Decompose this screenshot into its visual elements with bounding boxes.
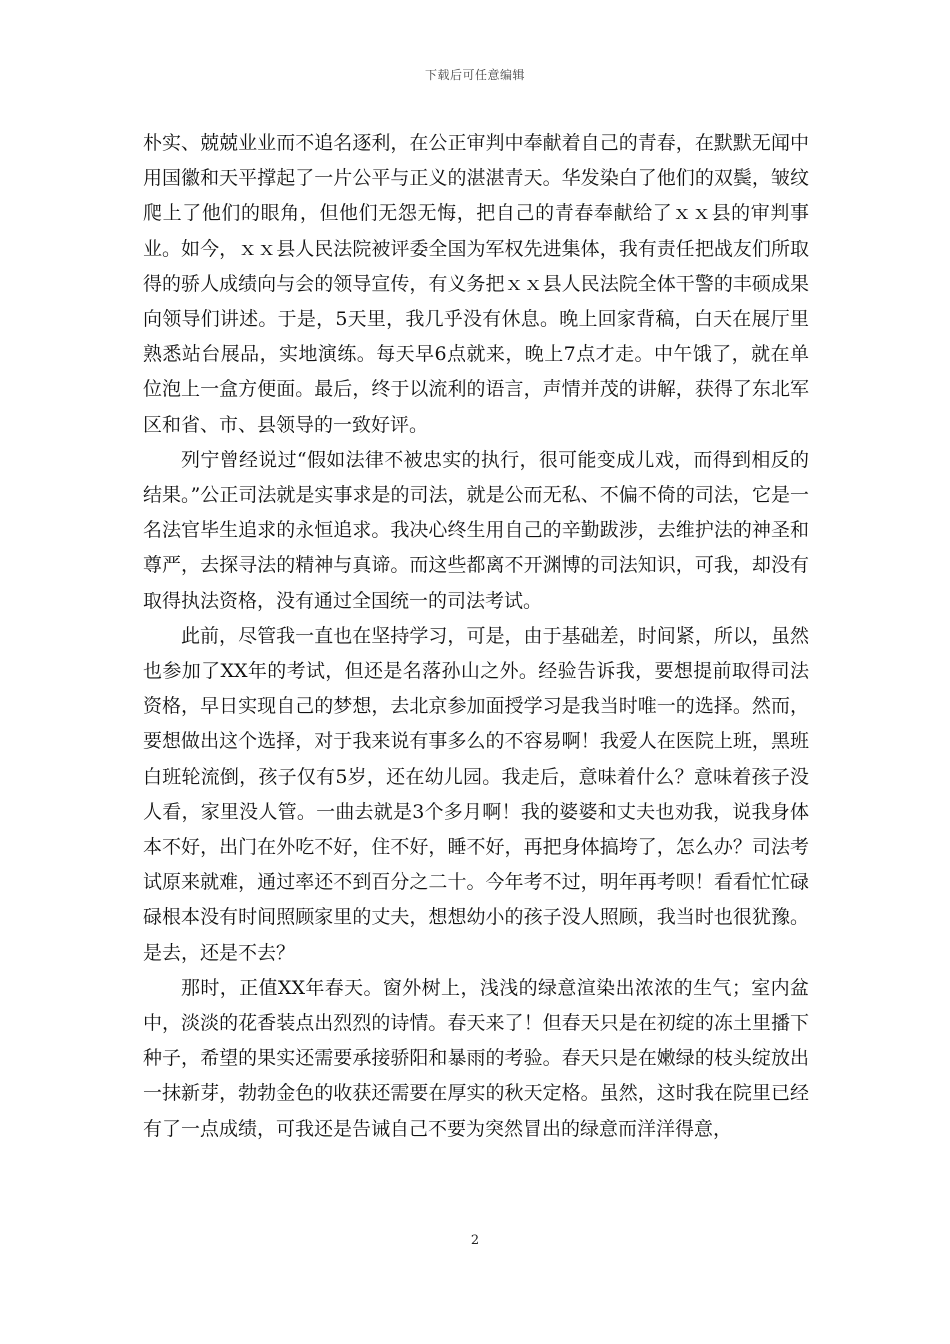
paragraph-1: 朴实、兢兢业业而不追名逐利，在公正审判中奉献着自己的青春，在默默无闻中用国徽和天平撑起了一片公平与正义的湛湛青天。华发染白了他们的双鬓，皱纹爬上了他们的眼角，但他们无怨无悔，把自己的青春奉献给了ｘｘ县的审判事业。如今，ｘｘ县人民法院被评委全国为军权先进集体，我有责任把战友们所取得的骄人成绩向与会的领导宣传，有义务把ｘｘ县人民法院全体干警的丰硕成果向领导们讲述。于是，5天里，我几乎没有休息。晚上回家背稿，白天在展厅里熟悉站台展品，实地演练。每天早6点就来，晚上7点才走。中午饿了，就在单位泡上一盒方便面。最后，终于以流利的语言，声情并茂的讲解，获得了东北军区和省、市、县领导的一致好评。 xyxy=(143,132,809,436)
page-number: 2 xyxy=(470,1233,480,1248)
paragraph-4: 那时，正值XX年春天。窗外树上，浅浅的绿意渲染出浓浓的生气；室内盆中，淡淡的花香装点出烈烈的诗情。春天来了！但春天只是在初绽的冻土里播下种子，希望的果实还需要承接骄阳和暴雨的考验。春天只是在嫩绿的枝头绽放出一抹新芽，勃勃金色的收获还需要在厚实的秋天定格。虽然，这时我在院里已经有了一点成绩，可我还是告诫自己不要为突然冒出的绿意而洋洋得意， xyxy=(143,976,809,1140)
document-body xyxy=(143,126,809,1147)
page-header: 下载后可任意编辑 xyxy=(424,68,525,82)
paragraph-3: 此前，尽管我一直也在坚持学习，可是，由于基础差，时间紧，所以，虽然也参加了XX年的考试，但还是名落孙山之外。经验告诉我，要想提前取得司法资格，早日实现自己的梦想，去北京参加面授学习是我当时唯一的选择。然而，要想做出这个选择，对于我来说有事多么的不容易啊！我爱人在医院上班，黑班白班轮流倒，孩子仅有5岁，还在幼儿园。我走后，意味着什么？意味着孩子没人看，家里没人管。一曲去就是3个多月啊！我的婆婆和丈夫也劝我，说我身体本不好，出门在外吃不好，住不好，睡不好，再把身体搞垮了，怎么办？司法考试原来就难，通过率还不到百分之二十。今年考不过，明年再考呗！看看忙忙碌碌根本没有时间照顾家里的丈夫，想想幼小的孩子没人照顾，我当时也很犹豫。是去，还是不去？ xyxy=(143,624,809,964)
paragraph-2: 列宁曾经说过“假如法律不被忠实的执行，很可能变成儿戏，而得到相反的结果。”公正司法就是实事求是的司法，就是公而无私、不偏不倚的司法，它是一名法官毕生追求的永恒追求。我决心终生用自己的辛勤跋涉，去维护法的神圣和尊严，去探寻法的精神与真谛。而这些都离不开渊博的司法知识，可我，却没有取得执法资格，没有通过全国统一的司法考试。 xyxy=(143,448,809,612)
